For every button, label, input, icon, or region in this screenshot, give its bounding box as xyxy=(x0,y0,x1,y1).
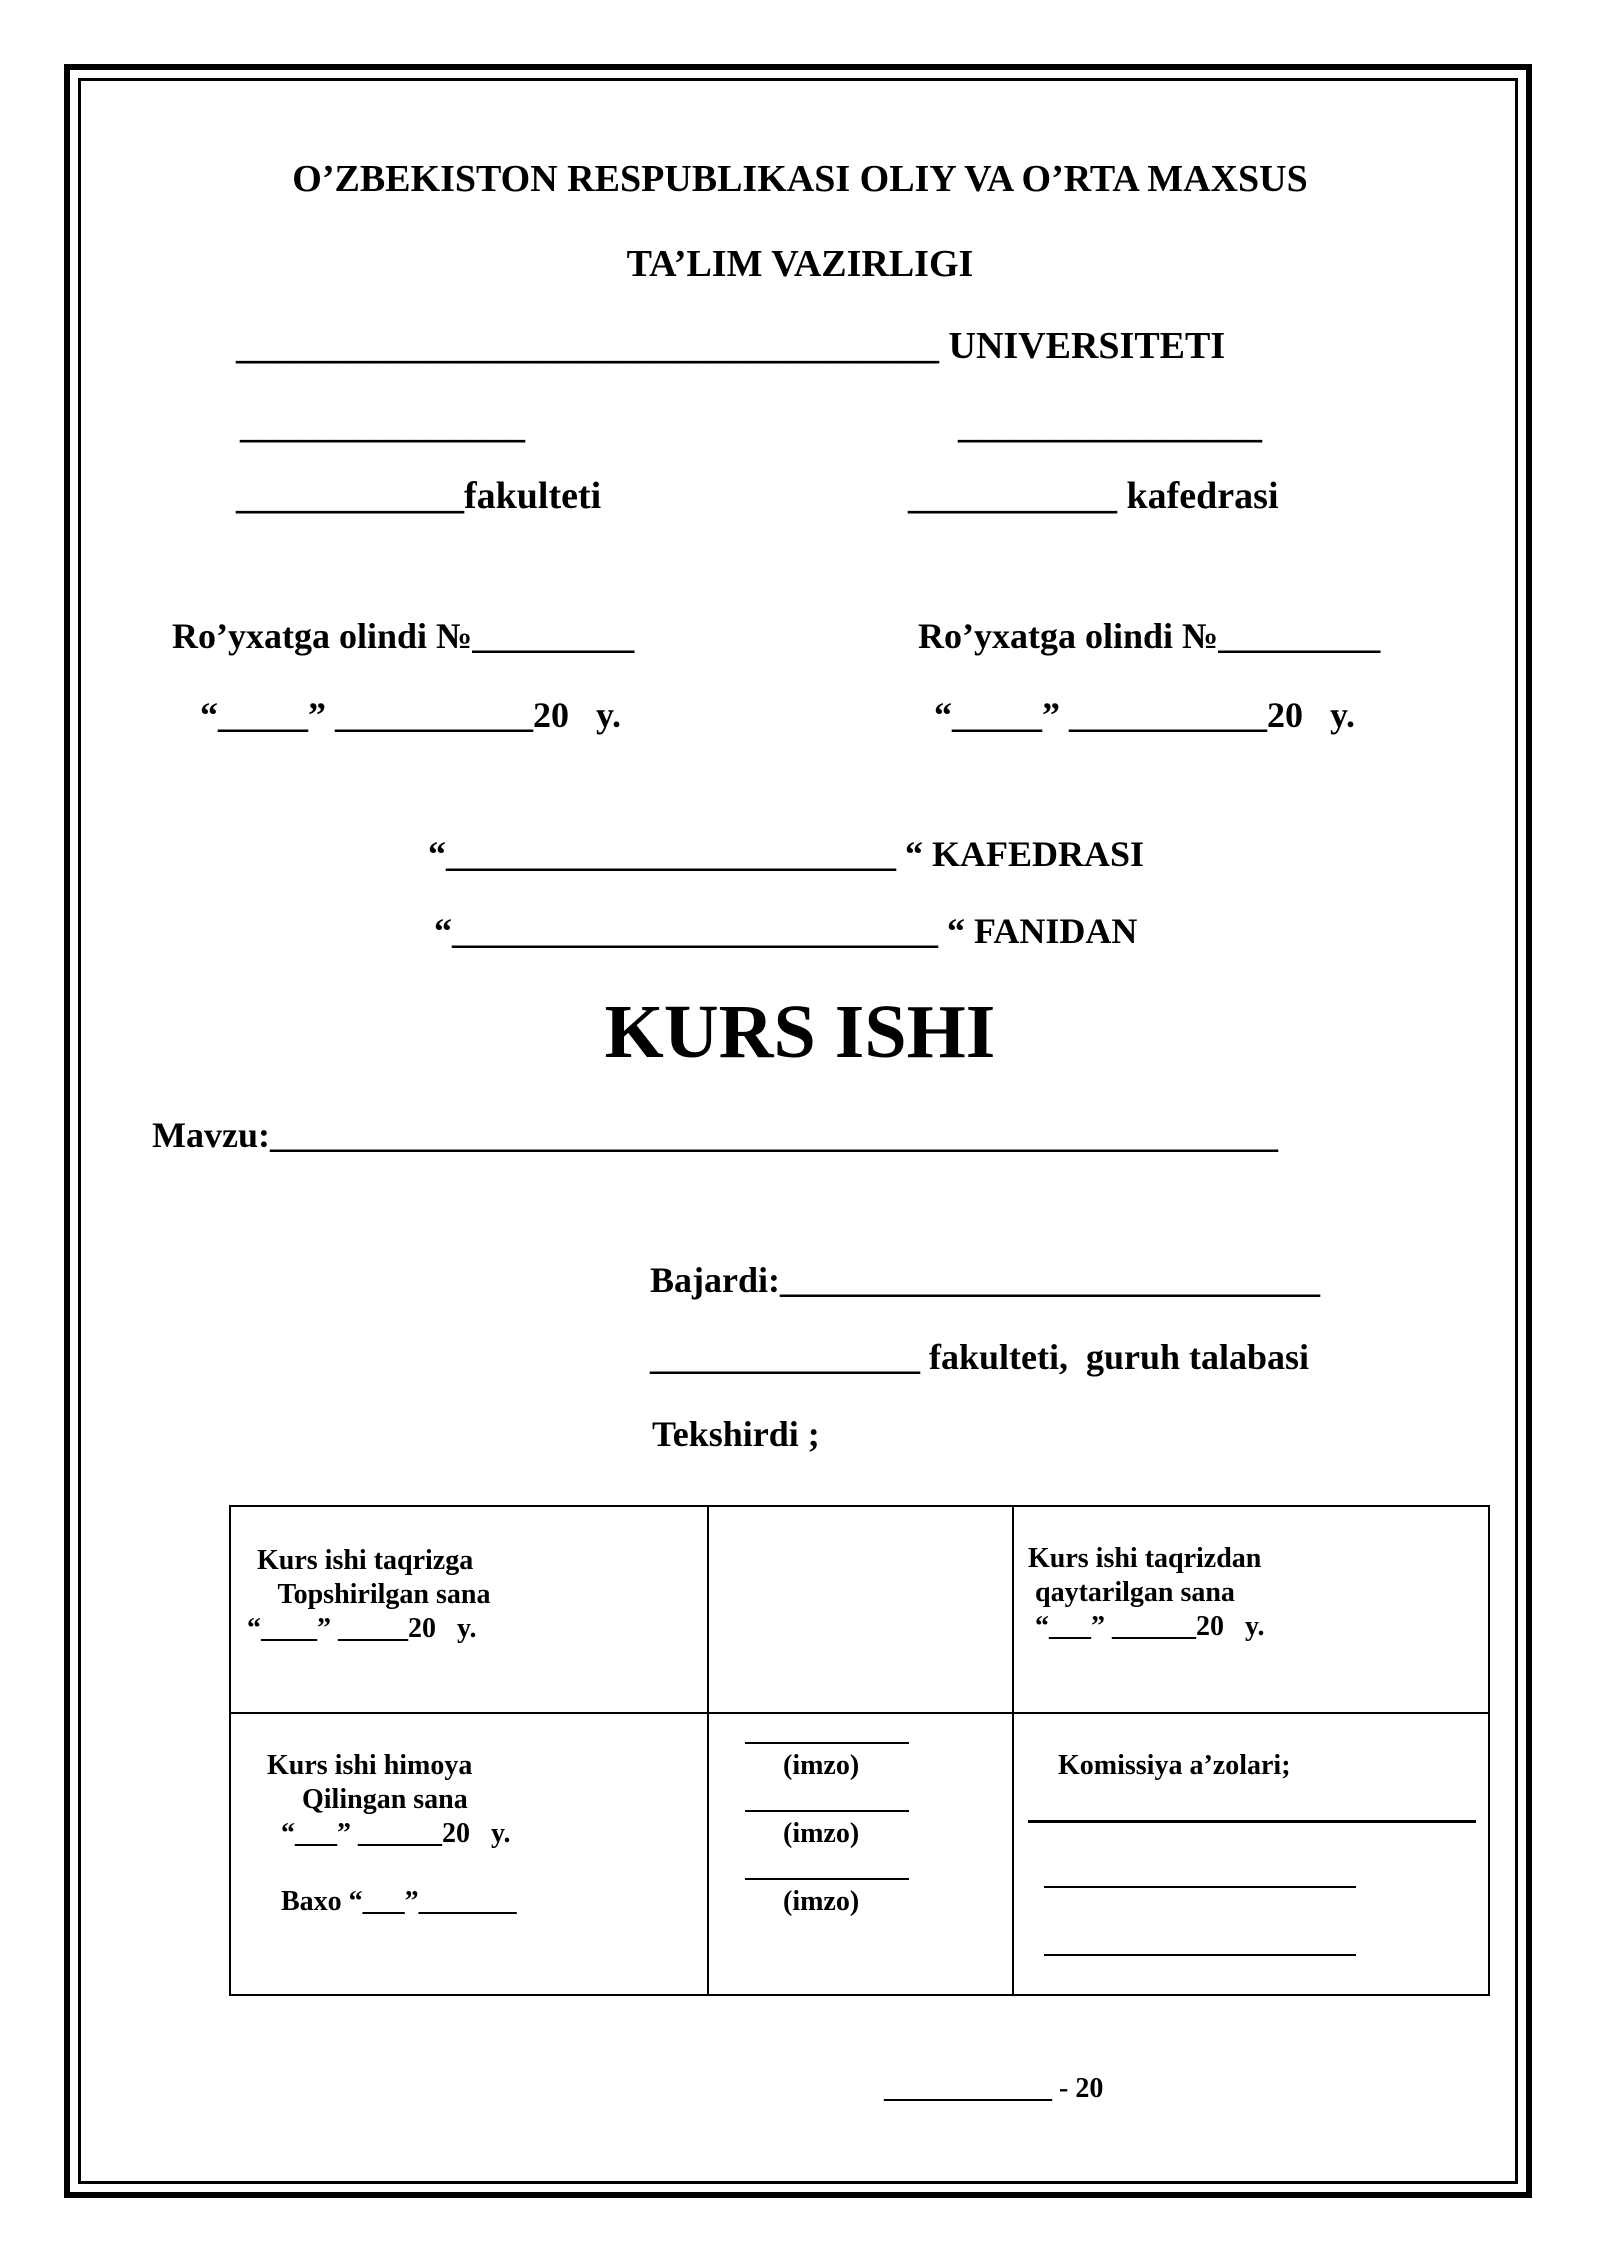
empty-cell xyxy=(708,1506,1013,1713)
faculty-line: ____________fakulteti xyxy=(236,475,602,517)
review-submitted-line-3: “____” _____20 y. xyxy=(247,1613,477,1644)
department-line: ___________ kafedrasi xyxy=(908,475,1279,517)
grade-line: Baxo “___”_______ xyxy=(267,1886,517,1917)
ministry-line-1: O’ZBEKISTON RESPUBLIKASI OLIY VA O’RTA MAXSUS xyxy=(292,158,1308,200)
review-submitted-cell xyxy=(230,1506,708,1713)
defense-cell xyxy=(230,1713,708,1995)
performed-by-line: Bajardi:______________________________ xyxy=(650,1260,1320,1300)
commission-line-3 xyxy=(1044,1954,1356,1956)
university-line: _____________________________________ UNIVERSITETI xyxy=(236,325,1226,367)
topic-line: Mavzu:________________________________________________________ xyxy=(152,1115,1278,1155)
review-returned-cell xyxy=(1013,1506,1489,1713)
commission-line-1 xyxy=(1028,1820,1476,1823)
review-returned-line-1: Kurs ishi taqrizdan xyxy=(1028,1543,1262,1574)
review-returned-line-3: “___” ______20 y. xyxy=(1028,1611,1265,1642)
signature-line-2 xyxy=(745,1810,909,1812)
review-table xyxy=(229,1505,1490,1996)
commission-line-2 xyxy=(1044,1886,1356,1888)
blank-line-right: ________________ xyxy=(958,404,1262,446)
checked-by-label: Tekshirdi ; xyxy=(652,1414,820,1454)
blank-line-left: _______________ xyxy=(240,404,525,446)
registration-date-right: “_____” ___________20 y. xyxy=(934,695,1356,735)
faculty-group-line: _______________ fakulteti, guruh talabasi xyxy=(650,1337,1310,1377)
defense-line-1: Kurs ishi himoya xyxy=(267,1750,473,1781)
commission-label: Komissiya a’zolari; xyxy=(1058,1750,1291,1781)
registration-right: Ro’yxatga olindi №_________ xyxy=(918,616,1381,656)
defense-line-2: Qilingan sana xyxy=(267,1784,468,1815)
signature-line-3 xyxy=(745,1878,909,1880)
review-submitted-line-1: Kurs ishi taqrizga xyxy=(243,1545,474,1576)
ministry-line-2: TA’LIM VAZIRLIGI xyxy=(626,243,974,285)
discipline-name-line: “___________________________ “ FANIDAN xyxy=(434,911,1138,951)
signatures-cell xyxy=(708,1713,1013,1995)
registration-date-left: “_____” ___________20 y. xyxy=(200,695,622,735)
commission-cell xyxy=(1013,1713,1489,1995)
review-submitted-line-2: Topshirilgan sana xyxy=(243,1579,491,1610)
department-name-line: “_________________________ “ KAFEDRASI xyxy=(428,834,1145,874)
review-returned-line-2: qaytarilgan sana xyxy=(1028,1577,1235,1608)
document-title: KURS ISHI xyxy=(604,990,996,1074)
signature-label-3: (imzo) xyxy=(783,1886,860,1917)
defense-line-3: “___” ______20 y. xyxy=(267,1818,511,1849)
signature-line-1 xyxy=(745,1742,909,1744)
footer-year-line: ____________ - 20 xyxy=(884,2073,1104,2104)
signature-label-2: (imzo) xyxy=(783,1818,860,1849)
signature-label-1: (imzo) xyxy=(783,1750,860,1781)
registration-left: Ro’yxatga olindi №_________ xyxy=(172,616,635,656)
